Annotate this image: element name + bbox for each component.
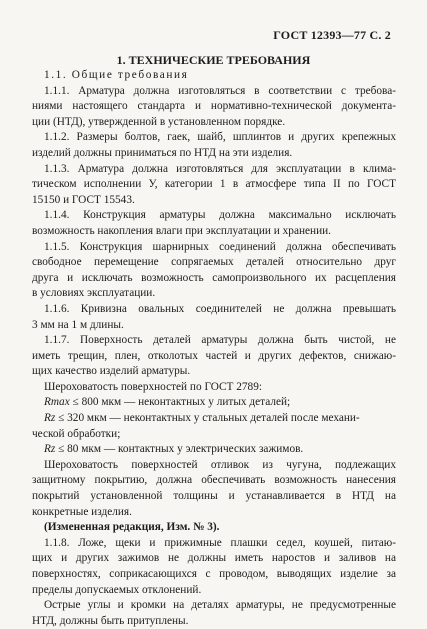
text-line: покрытий установленной толщины и устанавливается в НТД на <box>32 490 396 503</box>
text-line: щих и других зажимов не должны иметь наростов и заливов на <box>32 552 396 565</box>
text-line: в условиях эксплуатации. <box>32 287 156 300</box>
text-line: защитному покрытию, должна обеспечивать возможность нанесения <box>32 474 396 487</box>
text-line: 3 мм на 1 м длины. <box>32 318 124 331</box>
roughness-text: ≤ 80 мкм — контактных у электрических зажимов. <box>55 443 304 456</box>
text-line: 15150 и ГОСТ 15543. <box>32 193 135 206</box>
text-line: щих качество изделий арматуры. <box>32 365 191 378</box>
text-line: конкретные изделия. <box>32 505 132 518</box>
document-body <box>32 68 396 629</box>
text-line: свободное перемещение сопрягаемых деталей относительно друг <box>32 256 396 269</box>
subsection-heading: 1.1. Общие требования <box>44 69 189 81</box>
text-line: ниями настоящего стандарта и нормативно-технической документа- <box>32 100 396 113</box>
text-line: друга и исключать возможность самопроизвольного их расцепления <box>32 271 396 284</box>
amendment-note: (Измененная редакция, Изм. № 3). <box>44 521 220 534</box>
roughness-line <box>32 395 396 411</box>
roughness-line <box>32 442 396 458</box>
roughness-symbol: Rz <box>44 412 56 425</box>
text-line: 1.1.8. Ложе, щеки и прижимные плашки седел, коушей, питаю- <box>44 536 396 549</box>
text-line: 1.1.4. Конструкция арматуры должна максимально исключать <box>44 209 396 222</box>
text-line: Острые углы и кромки на деталях арматуры, не предусмотренные <box>44 599 396 612</box>
text-line: тическом исполнении У, категории 1 в атмосфере типа II по ГОСТ <box>32 178 396 191</box>
text-line: 1.1.6. Кривизна овальных соединителей не должна превышать <box>44 302 396 315</box>
text-line: поверхностях, соприкасающихся с проводом, выводящих изделие за <box>32 568 396 580</box>
roughness-text: ≤ 800 мкм — неконтактных у литых деталей; <box>69 396 291 409</box>
text-line: иметь трещин, плен, отколотых частей и других дефектов, снижаю- <box>32 349 396 362</box>
text-line: НТД, должны быть притуплены. <box>32 614 189 627</box>
text-line: 1.1.5. Конструкция шарнирных соединений должна обеспечивать <box>44 240 396 253</box>
page-header: ГОСТ 12393—77 С. 2 <box>273 28 391 42</box>
text-line: ческой обработки; <box>32 427 121 440</box>
text-line: 1.1.1. Арматура должна изготовляться в соответствии с требова- <box>44 84 396 97</box>
roughness-line <box>32 411 396 427</box>
text-line: изделий должны приниматься по НТД на эти изделия. <box>32 146 293 159</box>
text-line: ции (НТД), утвержденной в установленном порядке. <box>32 115 286 128</box>
text-line: Шероховатость поверхностей по ГОСТ 2789: <box>44 380 262 393</box>
text-line: 1.1.7. Поверхность деталей арматуры должна быть чистой, не <box>44 334 396 347</box>
text-line: пределы допускаемых отклонений. <box>32 583 202 596</box>
text-line: возможность накопления влаги при эксплуатации и хранении. <box>32 224 331 237</box>
section-title: 1. ТЕХНИЧЕСКИЕ ТРЕБОВАНИЯ <box>116 53 311 67</box>
text-line: 1.1.3. Арматура должна изготовляться для эксплуатации в клима- <box>44 162 396 175</box>
roughness-symbol: Rz <box>44 443 56 456</box>
text-line: Шероховатость поверхностей отливок из чугуна, подлежащих <box>44 458 396 471</box>
text-line: 1.1.2. Размеры болтов, гаек, шайб, шплинтов и других крепежных <box>44 131 396 144</box>
roughness-symbol: Rmax <box>44 396 70 409</box>
roughness-text: ≤ 320 мкм — неконтактных у стальных деталей после механи- <box>55 412 360 425</box>
